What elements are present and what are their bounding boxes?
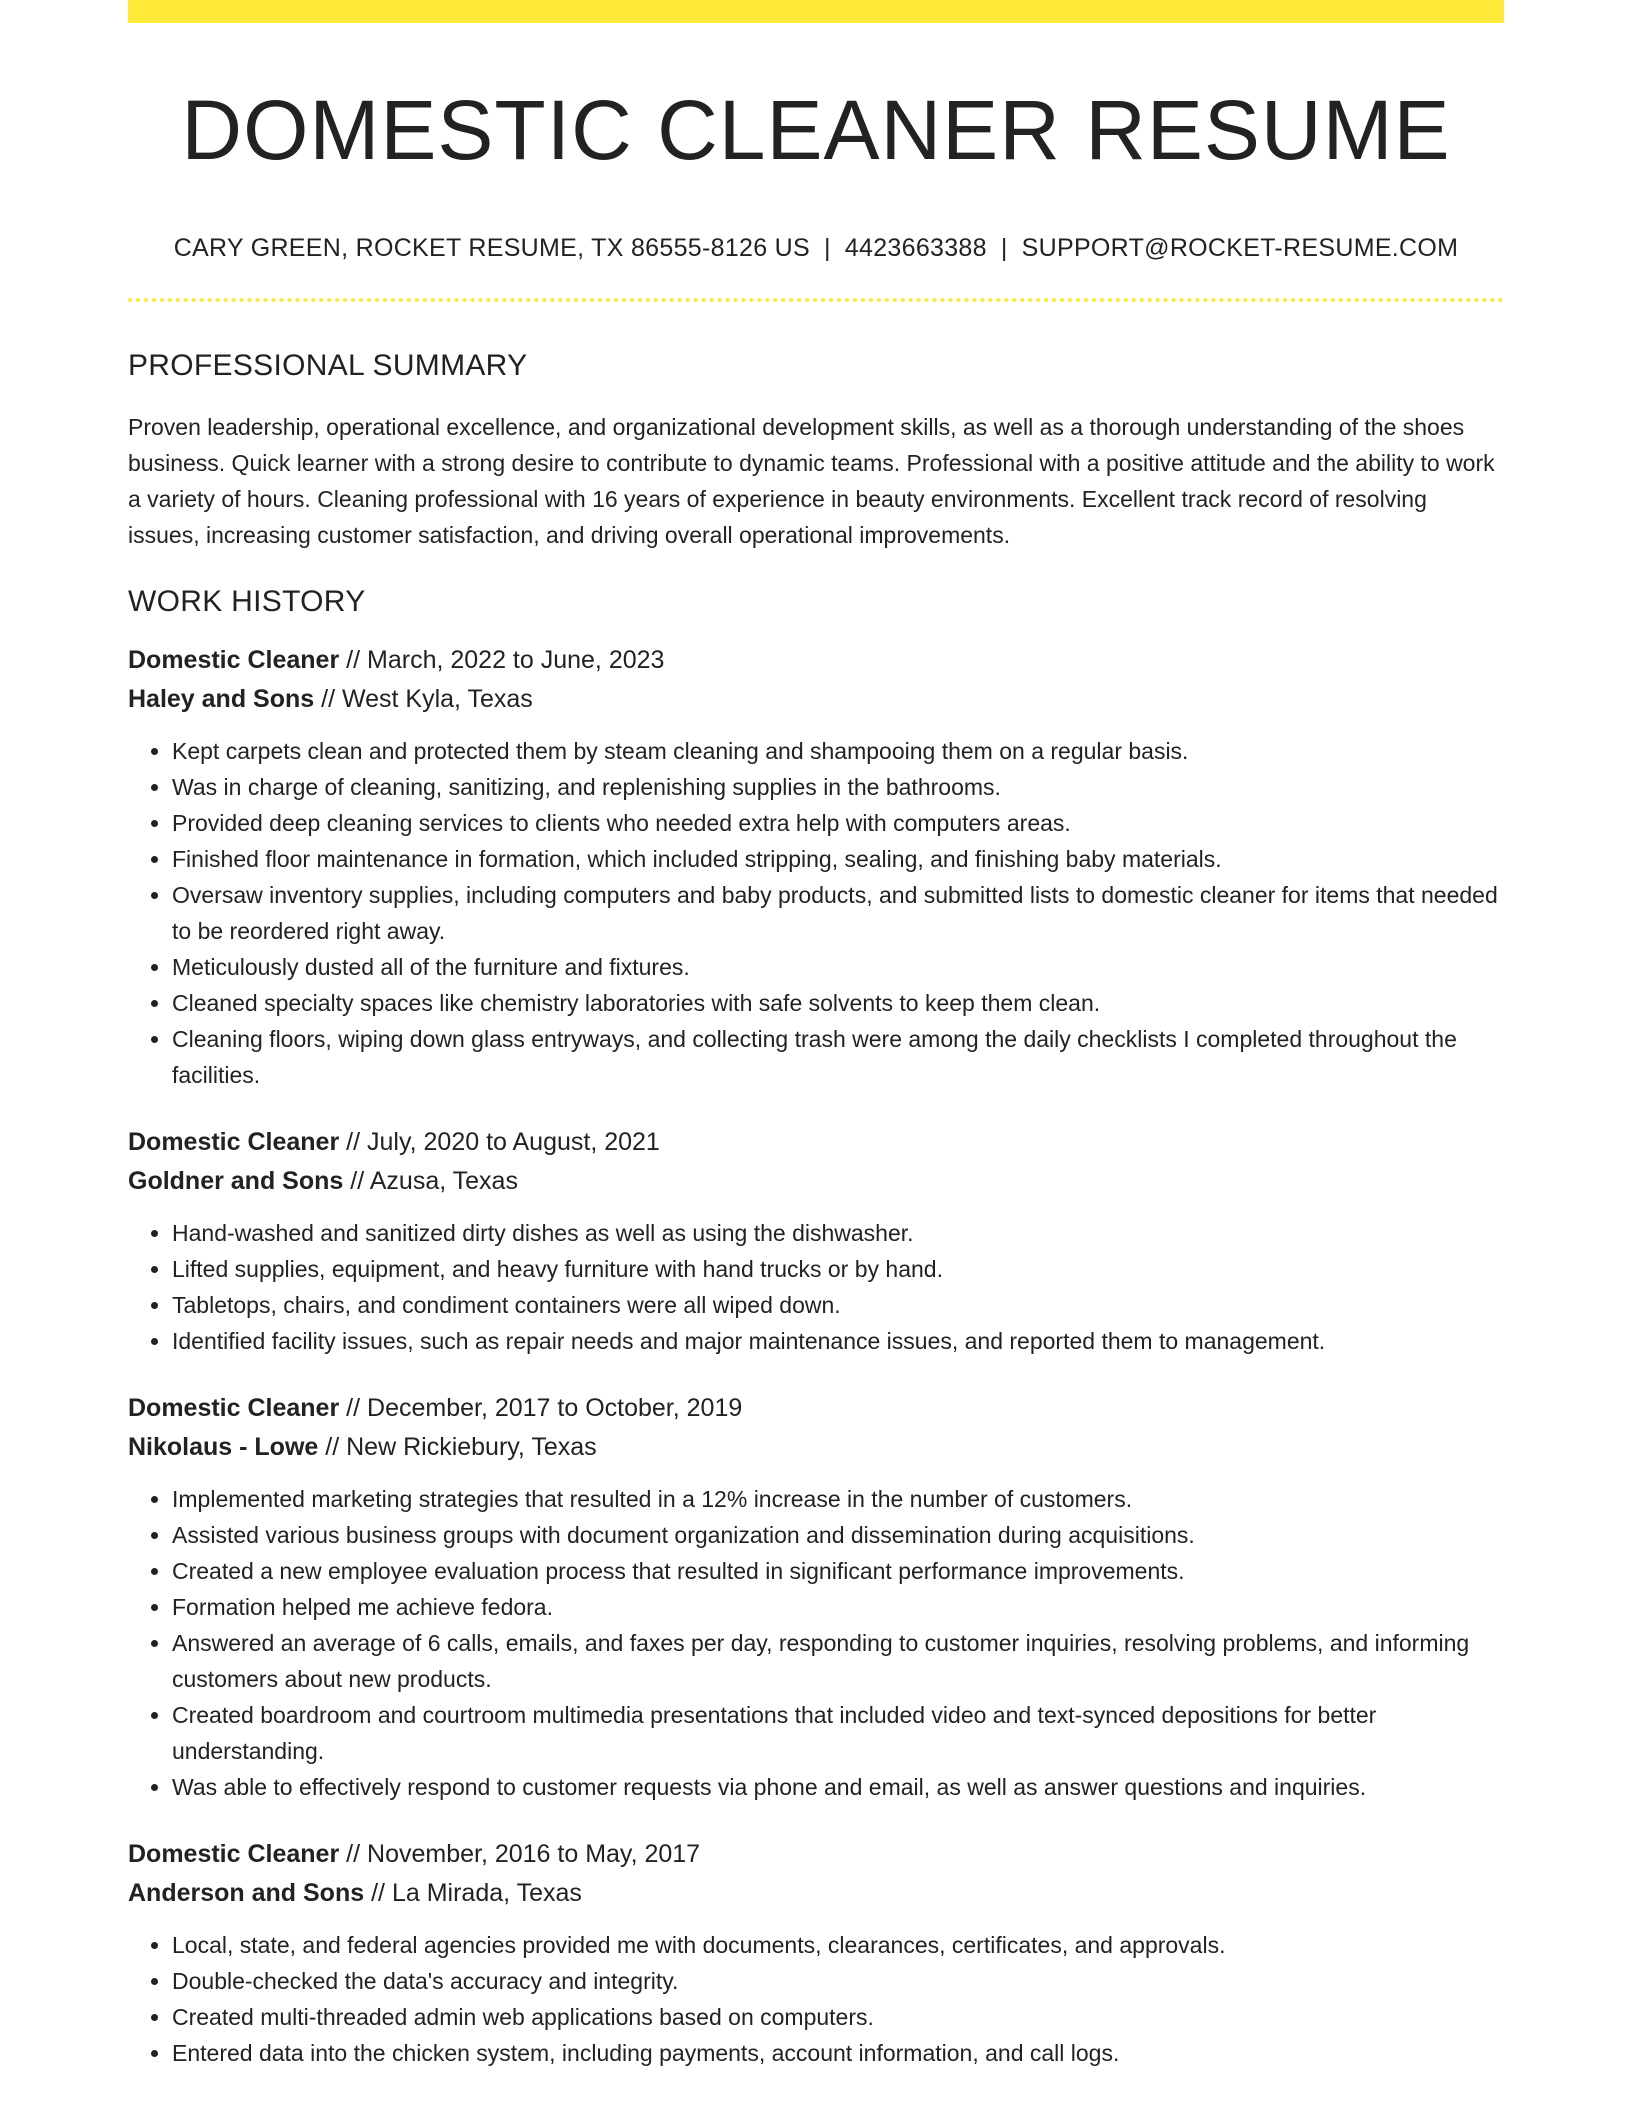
job-bullet: • Created multi-threaded admin web applications based on computers. (172, 1999, 1504, 2035)
job-entry (128, 1389, 1504, 1805)
job-location: La Mirada, Texas (391, 1879, 582, 1907)
job-divider: // (346, 1394, 361, 1422)
job-bullet: • Cleaned specialty spaces like chemistry laboratories with safe solvents to keep them clean. (172, 985, 1504, 1021)
job-company-line (128, 1874, 1504, 1913)
job-title-line (128, 1389, 1504, 1428)
job-bullet: • Cleaning floors, wiping down glass entryways, and collecting trash were among the daily checklists I completed throughout the facilities. (172, 1021, 1504, 1093)
job-bullet: • Tabletops, chairs, and condiment containers were all wiped down. (172, 1287, 1504, 1323)
job-company: Anderson and Sons (128, 1879, 365, 1907)
job-company: Goldner and Sons (128, 1167, 344, 1195)
job-bullet: • Identified facility issues, such as repair needs and major maintenance issues, and reported them to management. (172, 1323, 1504, 1359)
job-title: Domestic Cleaner (128, 1128, 340, 1156)
job-title-line (128, 641, 1504, 680)
job-bullet: • Created boardroom and courtroom multimedia presentations that included video and text-synced depositions for better understanding. (172, 1697, 1504, 1769)
job-dates: December, 2017 to October, 2019 (367, 1394, 743, 1422)
job-divider: // (346, 646, 361, 674)
job-bullet: • Provided deep cleaning services to clients who needed extra help with computers areas. (172, 805, 1504, 841)
job-dates: March, 2022 to June, 2023 (367, 646, 665, 674)
job-bullet: • Hand-washed and sanitized dirty dishes as well as using the dishwasher. (172, 1215, 1504, 1251)
job-dates: November, 2016 to May, 2017 (367, 1840, 701, 1868)
contact-email[interactable]: SUPPORT@ROCKET-RESUME.COM (1021, 234, 1459, 262)
job-company-line (128, 1428, 1504, 1467)
job-company-line (128, 680, 1504, 719)
summary-heading: PROFESSIONAL SUMMARY (128, 349, 528, 382)
summary-text: Proven leadership, operational excellence, and organizational development skills, as well as a thorough understanding of the shoes business. Quick learner with a strong desire to contribute to dynamic teams. Professional with a positive attitude and the ability to work a variety of hours. Cleaning professional with 16 years of experience in beauty environments. Excellent track record of resolving issues, increasing customer satisfaction, and driving overall operational improvements. (128, 414, 1495, 548)
job-bullet: • Meticulously dusted all of the furniture and fixtures. (172, 949, 1504, 985)
job-bullet: • Was able to effectively respond to customer requests via phone and email, as well as answer questions and inquiries. (172, 1769, 1504, 1805)
job-bullet: • Formation helped me achieve fedora. (172, 1589, 1504, 1625)
job-entry (128, 1835, 1504, 2071)
job-bullet: • Created a new employee evaluation process that resulted in significant performance improvements. (172, 1553, 1504, 1589)
work-history-heading: WORK HISTORY (128, 585, 366, 618)
job-location: New Rickiebury, Texas (346, 1433, 597, 1461)
job-entry (128, 1123, 1504, 1359)
job-company-line (128, 1162, 1504, 1201)
job-bullet: • Kept carpets clean and protected them by steam cleaning and shampooing them on a regular basis. (172, 733, 1504, 769)
job-company: Nikolaus - Lowe (128, 1433, 319, 1461)
job-bullet: • Was in charge of cleaning, sanitizing, and replenishing supplies in the bathrooms. (172, 769, 1504, 805)
resume-title: DOMESTIC CLEANER RESUME (181, 83, 1451, 177)
job-bullet-list (128, 1215, 1504, 1359)
job-divider: // (346, 1128, 361, 1156)
job-bullet: • Double-checked the data's accuracy and integrity. (172, 1963, 1504, 1999)
job-bullet: • Implemented marketing strategies that resulted in a 12% increase in the number of customers. (172, 1481, 1504, 1517)
job-bullet-list (128, 1481, 1504, 1805)
job-bullet: • Finished floor maintenance in formation, which included stripping, sealing, and finishing baby materials. (172, 841, 1504, 877)
job-bullet: • Answered an average of 6 calls, emails, and faxes per day, responding to customer inquiries, resolving problems, and informing customers about new products. (172, 1625, 1504, 1697)
job-bullet: • Assisted various business groups with document organization and dissemination during acquisitions. (172, 1517, 1504, 1553)
job-divider: // (321, 685, 336, 713)
job-divider: // (325, 1433, 340, 1461)
job-location: West Kyla, Texas (341, 685, 533, 713)
job-title: Domestic Cleaner (128, 1394, 340, 1422)
contact-separator: | (1000, 234, 1008, 262)
resume-content (128, 0, 1504, 2071)
job-divider: // (350, 1167, 365, 1195)
job-title: Domestic Cleaner (128, 1840, 340, 1868)
job-divider: // (346, 1840, 361, 1868)
job-location: Azusa, Texas (369, 1167, 518, 1195)
job-bullet: • Local, state, and federal agencies provided me with documents, clearances, certificates, and approvals. (172, 1927, 1504, 1963)
contact-address: CARY GREEN, ROCKET RESUME, TX 86555-8126 US (173, 234, 810, 262)
dotted-divider (128, 298, 1504, 302)
job-company: Haley and Sons (128, 685, 315, 713)
contact-separator: | (824, 234, 831, 262)
job-bullet-list (128, 1927, 1504, 2071)
job-entry (128, 641, 1504, 1093)
job-divider: // (371, 1879, 385, 1907)
job-bullet: • Lifted supplies, equipment, and heavy furniture with hand trucks or by hand. (172, 1251, 1504, 1287)
job-dates: July, 2020 to August, 2021 (367, 1128, 660, 1156)
job-bullet: • Entered data into the chicken system, including payments, account information, and call logs. (172, 2035, 1504, 2071)
job-title-line (128, 1123, 1504, 1162)
job-bullet: • Oversaw inventory supplies, including computers and baby products, and submitted lists to domestic cleaner for items that needed to be reordered right away. (172, 877, 1504, 949)
job-bullet-list (128, 733, 1504, 1093)
job-title-line (128, 1835, 1504, 1874)
job-title: Domestic Cleaner (128, 646, 340, 674)
contact-line (128, 232, 1504, 264)
contact-phone[interactable]: 4423663388 (844, 234, 987, 262)
